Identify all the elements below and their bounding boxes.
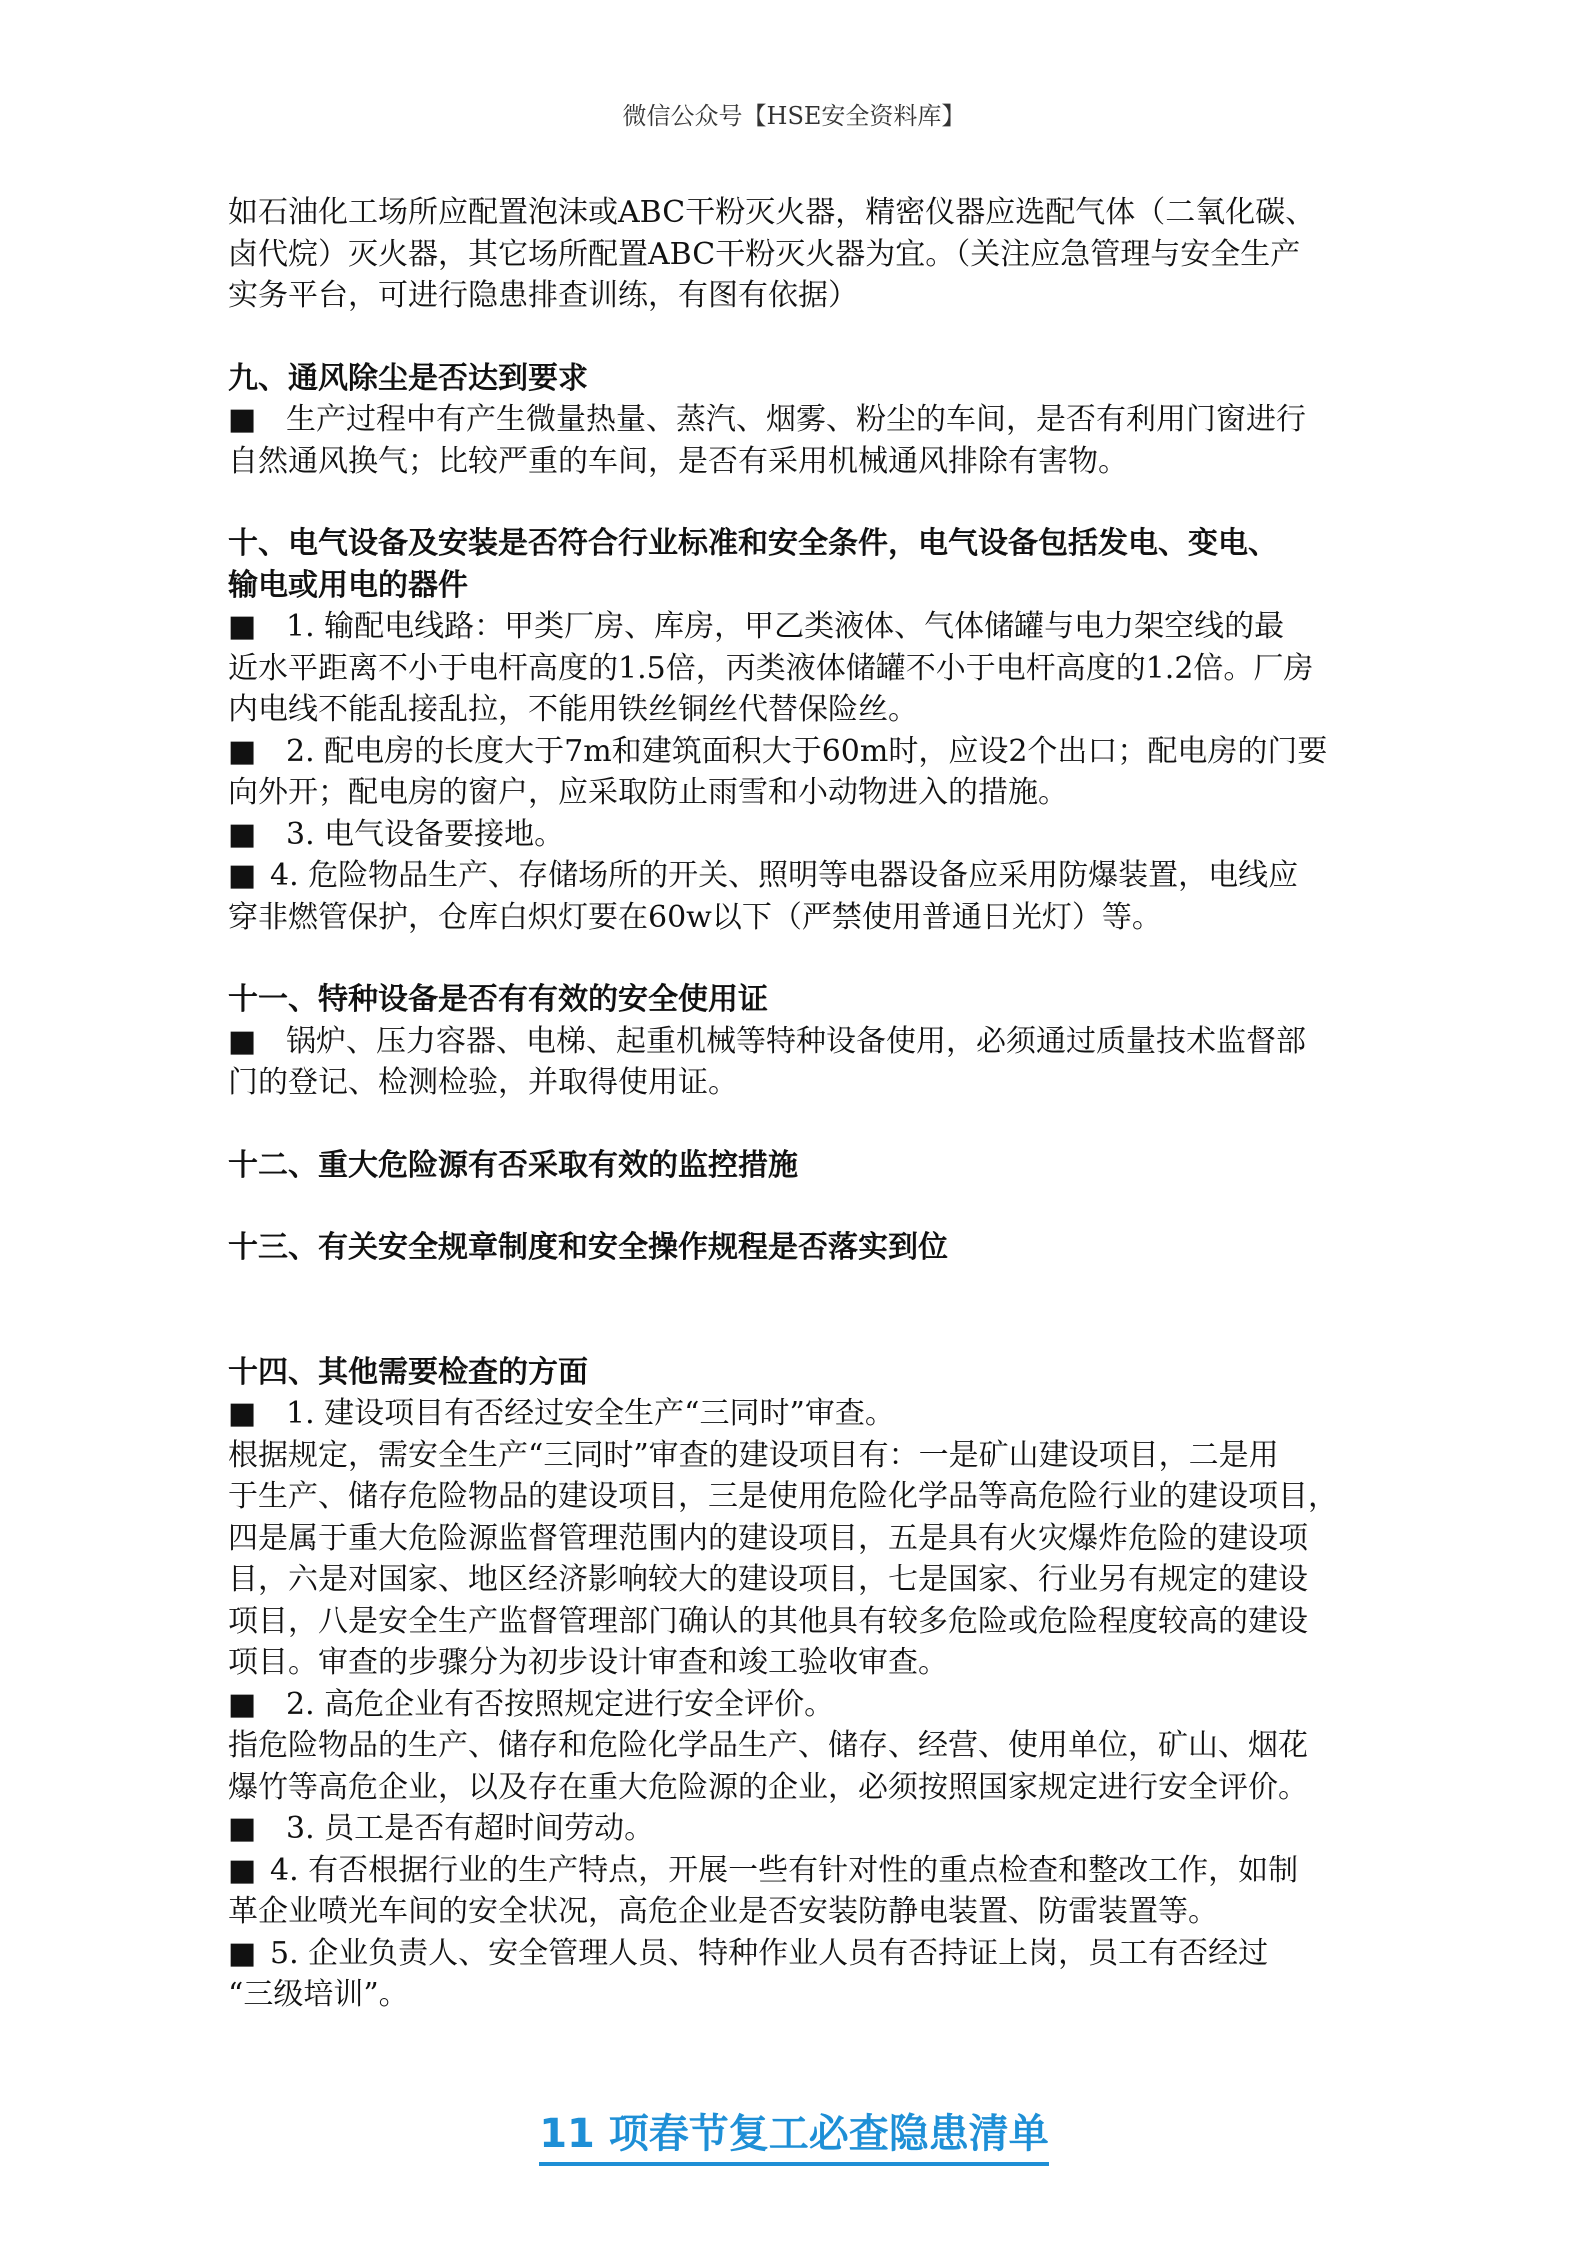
paragraph-line: 指危险物品的生产、储存和危险化学品生产、储存、经营、使用单位，矿山、烟花: [228, 1728, 1308, 1763]
bullet-square-icon: ■: [228, 1852, 257, 1888]
bullet-line: [228, 1933, 1388, 1975]
bullet-square-icon: ■: [228, 816, 257, 852]
section-heading-13: 十三、有关安全规章制度和安全操作规程是否落实到位: [228, 1230, 948, 1265]
page-footer: [0, 2108, 1588, 2166]
section-heading-10-cont: 输电或用电的器件: [228, 567, 468, 603]
paragraph-line: 项目。审查的步骤分为初步设计审查和竣工验收审查。: [228, 1645, 948, 1680]
section-heading-10: 十、电气设备及安装是否符合行业标准和安全条件，电气设备包括发电、变电、: [228, 526, 1278, 561]
bullet-square-icon: ■: [228, 1935, 257, 1971]
bullet-line: [228, 855, 1388, 897]
bullet-text: 5. 企业负责人、安全管理人员、特种作业人员有否持证上岗，员工有否经过: [270, 1935, 1269, 1971]
paragraph-line: 实务平台，可进行隐患排查训练，有图有依据）: [228, 278, 858, 313]
paragraph-line: 近水平距离不小于电杆高度的1.5倍，丙类液体储罐不小于电杆高度的1.2倍。厂房: [228, 650, 1314, 686]
page-header: 微信公众号【HSE安全资料库】: [622, 102, 966, 130]
paragraph-line: 四是属于重大危险源监督管理范围内的建设项目，五是具有火灾爆炸危险的建设项: [228, 1520, 1308, 1556]
bullet-text: 1. 输配电线路：甲类厂房、库房，甲乙类液体、气体储罐与电力架空线的最: [286, 609, 1285, 644]
paragraph-line: 如石油化工场所应配置泡沫或ABC干粉灭火器，精密仪器应选配气体（二氧化碳、: [228, 195, 1316, 230]
bullet-line: [228, 399, 1388, 441]
paragraph-line: 向外开；配电房的窗户，应采取防止雨雪和小动物进入的措施。: [228, 775, 1068, 810]
bullet-text: 2. 高危企业有否按照规定进行安全评价。: [286, 1686, 835, 1722]
paragraph-line: 爆竹等高危企业，以及存在重大危险源的企业，必须按照国家规定进行安全评价。: [228, 1769, 1308, 1805]
bullet-text: 4. 危险物品生产、存储场所的开关、照明等电器设备应采用防爆装置，电线应: [270, 858, 1299, 893]
bullet-text: 4. 有否根据行业的生产特点，开展一些有针对性的重点检查和整改工作，如制: [270, 1852, 1299, 1888]
bullet-text: 3. 电气设备要接地。: [286, 816, 565, 852]
bullet-line: [228, 1684, 1388, 1726]
paragraph-line: 项目，八是安全生产监督管理部门确认的其他具有较多危险或危险程度较高的建设: [228, 1603, 1308, 1639]
bullet-square-icon: ■: [228, 1396, 257, 1431]
bullet-square-icon: ■: [228, 1023, 257, 1059]
bullet-line: [228, 731, 1388, 773]
bullet-square-icon: ■: [228, 858, 257, 893]
bullet-square-icon: ■: [228, 402, 257, 437]
section-heading-9: 九、通风除尘是否达到要求: [228, 360, 588, 396]
bullet-text: 生产过程中有产生微量热量、蒸汽、烟雾、粉尘的车间，是否有利用门窗进行: [286, 402, 1306, 437]
paragraph-line: 门的登记、检测检验，并取得使用证。: [228, 1065, 738, 1100]
bullet-square-icon: ■: [228, 609, 257, 644]
bullet-line: [228, 814, 1388, 856]
bullet-square-icon: ■: [228, 733, 257, 769]
bullet-text: 2. 配电房的长度大于7m和建筑面积大于60m时，应设2个出口；配电房的门要: [286, 733, 1328, 769]
section-heading-12: 十二、重大危险源有否采取有效的监控措施: [228, 1147, 798, 1183]
bullet-text: 3. 员工是否有超时间劳动。: [286, 1811, 655, 1846]
paragraph-line: 自然通风换气；比较严重的车间，是否有采用机械通风排除有害物。: [228, 443, 1128, 479]
bullet-text: 锅炉、压力容器、电梯、起重机械等特种设备使用，必须通过质量技术监督部: [286, 1023, 1306, 1059]
document-body: [228, 192, 1388, 2016]
paragraph-line: 根据规定，需安全生产“三同时”审查的建设项目有：一是矿山建设项目，二是用: [228, 1437, 1279, 1473]
paragraph-line: 卤代烷）灭火器，其它场所配置ABC干粉灭火器为宜。（关注应急管理与安全生产: [228, 236, 1301, 272]
paragraph-line: 内电线不能乱接乱拉，不能用铁丝铜丝代替保险丝。: [228, 692, 918, 727]
paragraph-line: 穿非燃管保护，仓库白炽灯要在60w以下（严禁使用普通日光灯）等。: [228, 899, 1162, 935]
section-heading-14: 十四、其他需要检查的方面: [228, 1354, 588, 1390]
bullet-square-icon: ■: [228, 1686, 257, 1722]
bullet-text: 1. 建设项目有否经过安全生产“三同时”审查。: [286, 1396, 895, 1431]
bullet-line: [228, 1850, 1388, 1892]
paragraph-line: 目，六是对国家、地区经济影响较大的建设项目，七是国家、行业另有规定的建设: [228, 1562, 1308, 1597]
bullet-square-icon: ■: [228, 1811, 257, 1846]
footer-related-link[interactable]: 11 项春节复工必查隐患清单: [539, 2108, 1049, 2166]
bullet-line: [228, 1808, 1388, 1850]
bullet-line: [228, 1021, 1388, 1063]
section-heading-11: 十一、特种设备是否有有效的安全使用证: [228, 982, 768, 1017]
bullet-line: [228, 1393, 1388, 1435]
bullet-line: [228, 606, 1388, 648]
paragraph-line: 革企业喷光车间的安全状况，高危企业是否安装防静电装置、防雷装置等。: [228, 1894, 1218, 1929]
paragraph-line: “三级培训”。: [228, 1977, 409, 2012]
paragraph-line: 于生产、储存危险物品的建设项目，三是使用危险化学品等高危险行业的建设项目，: [228, 1479, 1338, 1514]
